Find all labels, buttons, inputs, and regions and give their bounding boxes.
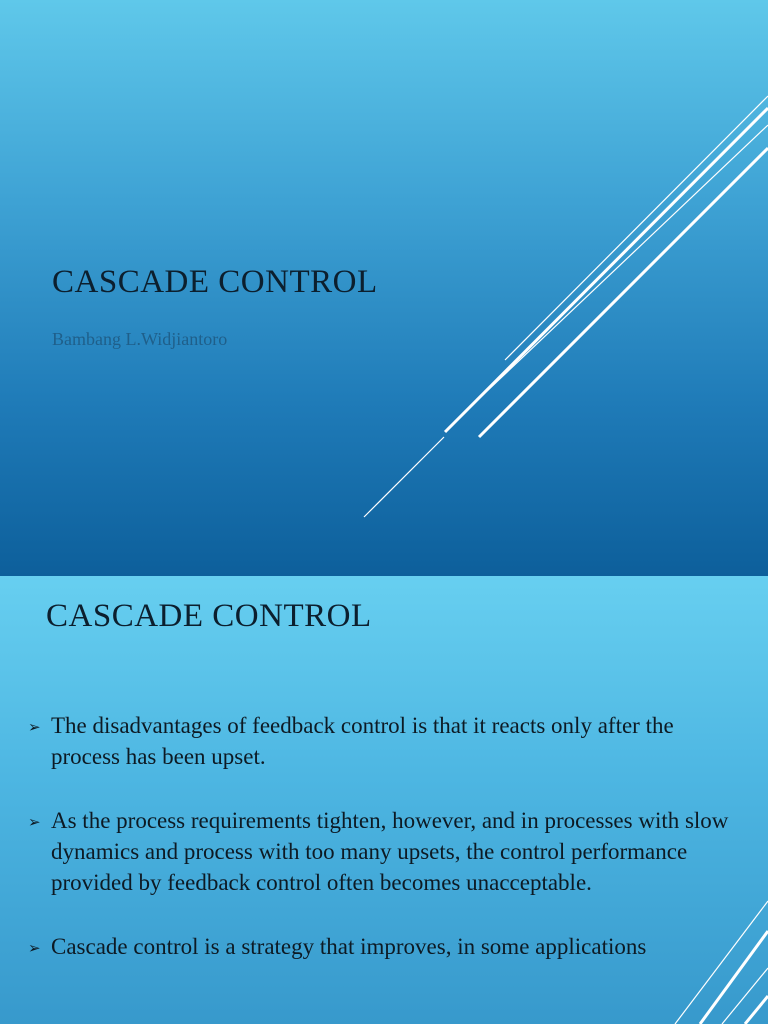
bullet-list	[28, 710, 740, 995]
deco-line	[445, 108, 768, 432]
deco-line	[745, 996, 768, 1024]
arrow-bullet-icon: ➢	[28, 718, 41, 736]
deco-line	[505, 96, 768, 360]
bullet-item	[28, 931, 740, 962]
bullet-item	[28, 710, 740, 772]
content-slide	[0, 576, 768, 1024]
slide-title: CASCADE CONTROL	[52, 264, 378, 300]
deco-line	[364, 437, 444, 517]
bullet-text: The disadvantages of feedback control is that it reacts only after the process has been upset.	[51, 713, 674, 769]
bullet-text: Cascade control is a strategy that improves, in some applications	[51, 934, 647, 959]
bullet-text: As the process requirements tighten, however, and in processes with slow dynamics and process with too many upsets, the control performance provided by feedback control often becomes unacceptable.	[51, 808, 729, 895]
slide-title: CASCADE CONTROL	[46, 598, 372, 634]
arrow-bullet-icon: ➢	[28, 939, 41, 957]
deco-line	[448, 125, 768, 428]
slide-subtitle: Bambang L.Widjiantoro	[52, 329, 228, 349]
deco-line	[479, 148, 768, 437]
arrow-bullet-icon: ➢	[28, 813, 41, 831]
bullet-item	[28, 805, 740, 898]
